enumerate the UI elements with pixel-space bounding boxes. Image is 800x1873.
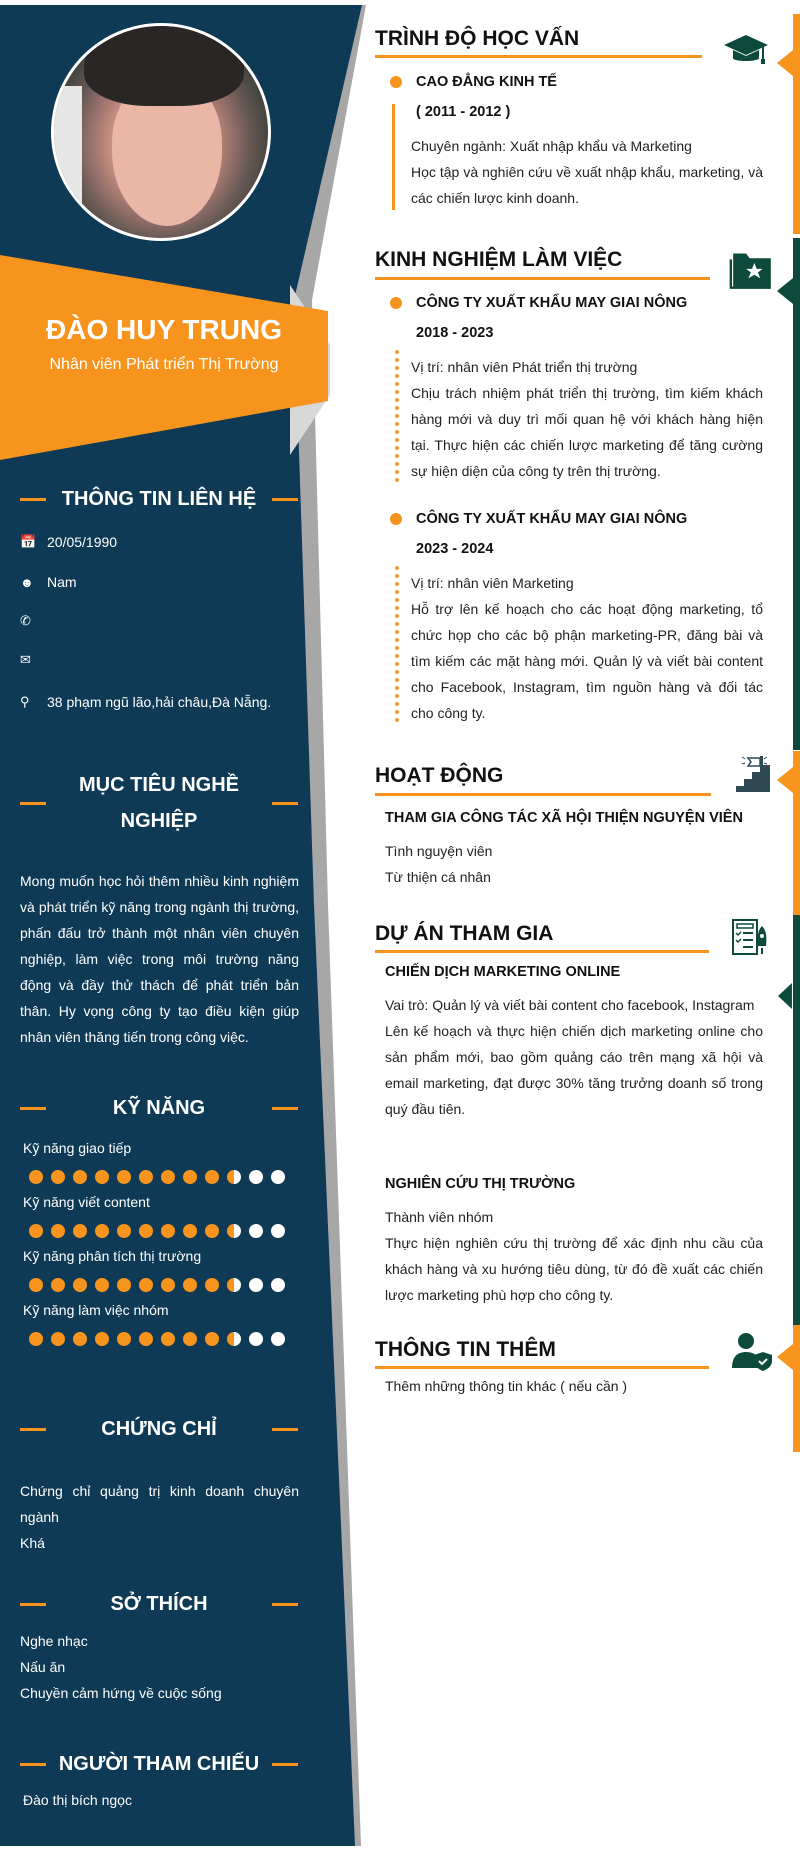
experience-heading: KINH NGHIỆM LÀM VIỆC: [375, 248, 623, 271]
skill-dot: [249, 1224, 263, 1238]
activities-heading: HOẠT ĐỘNG: [375, 764, 504, 787]
skill-dot: [73, 1332, 87, 1346]
skill-dot: [139, 1224, 153, 1238]
checklist-rocket-icon: [726, 918, 774, 958]
heading-dash: [20, 498, 46, 501]
heading-underline: [375, 55, 702, 58]
heading-dash: [20, 1428, 46, 1431]
heading-underline: [375, 1366, 709, 1369]
education-details: Chuyên ngành: Xuất nhập khẩu và Marketing Học tập và nghiên cứu về xuất nhập khẩu, marketing, và các chiến lược kinh doanh.: [411, 138, 763, 206]
education-period: ( 2011 - 2012 ): [416, 104, 511, 120]
job-details: Vị trí: nhân viên Phát triển thị trường Chịu trách nhiệm phát triển thị trường, tìm kiếm khách hàng mới và duy trì mối quan hệ với khách hàng hiện tại. Thực hiện các chiến lược marketing để tăng cường sự hiện diện của công ty trên thị trường.: [411, 359, 763, 479]
edge-bar-experience: [793, 238, 800, 750]
additional-heading: THÔNG TIN THÊM: [375, 1338, 556, 1361]
skills-heading: KỸ NĂNG: [20, 1090, 298, 1126]
edge-marker: [777, 767, 793, 793]
folder-star-icon: [728, 250, 776, 290]
skill-dot: [95, 1332, 109, 1346]
contact-gender: ☻ Nam: [20, 574, 77, 590]
edge-marker: [777, 278, 793, 304]
references-heading: NGƯỜI THAM CHIẾU: [20, 1746, 298, 1782]
edge-bar-additional: [793, 1325, 800, 1452]
skill-dot: [161, 1224, 175, 1238]
job-company: CÔNG TY XUẤT KHẨU MAY GIAI NÔNG: [416, 295, 688, 311]
timeline-dotted-line: [395, 348, 399, 484]
timeline-bullet: [390, 297, 402, 309]
skill-dot: [73, 1224, 87, 1238]
skill-dot: [227, 1278, 241, 1292]
certificate-text: Chứng chỉ quảng trị kinh doanh chuyên ngành Khá: [20, 1483, 299, 1551]
skill-dot: [205, 1278, 219, 1292]
skill-dot: [117, 1224, 131, 1238]
heading-underline: [375, 793, 711, 796]
user-icon: ☻: [20, 574, 34, 590]
skill-dot: [117, 1332, 131, 1346]
timeline-bullet: [390, 513, 402, 525]
heading-dash: [272, 1107, 298, 1110]
timeline-dotted-line: [395, 564, 399, 726]
contact-birthdate: 📅 20/05/1990: [20, 534, 118, 550]
job-period: 2023 - 2024: [416, 541, 494, 557]
heading-dash: [272, 1603, 298, 1606]
skill-dot: [29, 1224, 43, 1238]
skill-dot: [205, 1170, 219, 1184]
heading-dash: [20, 802, 46, 805]
skill-dot: [249, 1332, 263, 1346]
project-title: NGHIÊN CỨU THỊ TRƯỜNG: [385, 1176, 576, 1192]
skill-rating: [29, 1224, 285, 1238]
skill-dot: [271, 1332, 285, 1346]
skill-label: Kỹ năng giao tiếp: [23, 1140, 132, 1156]
skill-dot: [249, 1278, 263, 1292]
user-shield-icon: [728, 1332, 776, 1372]
contact-heading: THÔNG TIN LIÊN HỆ: [20, 481, 298, 517]
skill-dot: [161, 1278, 175, 1292]
contact-email: [20, 652, 47, 668]
skill-dot: [117, 1278, 131, 1292]
skill-dot: [183, 1278, 197, 1292]
heading-dash: [20, 1763, 46, 1766]
skill-dot: [29, 1278, 43, 1292]
edge-marker: [777, 1344, 793, 1370]
skill-dot: [271, 1170, 285, 1184]
reference-text: Đào thị bích ngọc: [23, 1792, 132, 1808]
skill-dot: [29, 1332, 43, 1346]
activity-list: [385, 838, 763, 890]
edge-bar-activities: [793, 751, 800, 915]
skill-dot: [73, 1170, 87, 1184]
heading-dash: [272, 1428, 298, 1431]
job-company: CÔNG TY XUẤT KHẨU MAY GIAI NÔNG: [416, 511, 688, 527]
contact-phone: [20, 613, 47, 629]
skill-dot: [183, 1332, 197, 1346]
skill-dot: [205, 1224, 219, 1238]
job-details: Vị trí: nhân viên Marketing Hỗ trợ lên kế hoạch cho các hoạt động marketing, tổ chức họp cho các bộ phận marketing-PR, đăng bài và tìm kiếm các mặt hàng mới. Quản lý và viết bài content cho Facebook, Instagram, tìm nguồn hàng và đối tác cho công ty.: [411, 575, 763, 721]
edge-marker: [777, 983, 793, 1009]
skill-dot: [95, 1224, 109, 1238]
skill-dot: [161, 1332, 175, 1346]
skill-dot: [183, 1224, 197, 1238]
education-heading: TRÌNH ĐỘ HỌC VẤN: [375, 27, 580, 50]
skill-dot: [51, 1170, 65, 1184]
avatar: [51, 23, 271, 241]
heading-dash: [20, 1107, 46, 1110]
heading-underline: [375, 277, 710, 280]
heading-dash: [20, 1603, 46, 1606]
activity-title: THAM GIA CÔNG TÁC XÃ HỘI THIỆN NGUYỆN VIÊN: [385, 810, 743, 826]
skill-dot: [51, 1224, 65, 1238]
skill-label: Kỹ năng viết content: [23, 1194, 150, 1210]
hobby-item: Nghe nhạc: [20, 1633, 88, 1649]
education-school: CAO ĐẲNG KINH TẾ: [416, 74, 557, 90]
additional-text: Thêm những thông tin khác ( nếu cần ): [385, 1378, 628, 1394]
edge-bar-projects: [793, 915, 800, 1325]
skill-dot: [51, 1332, 65, 1346]
hobby-item: Chuyền cảm hứng về cuộc sống: [20, 1685, 222, 1701]
objective-text: Mong muốn học hỏi thêm nhiều kinh nghiệm và phát triển kỹ năng trong ngành thị trường, phấn đấu trở thành một nhân viên chuyên nghiệp, làm việc trong môi trường năng động và đầy thử thách để phát triển bản thân. Hy vọng công ty tạo điều kiện giúp nhân viên thăng tiến trong công việc.: [20, 873, 299, 1045]
skill-dot: [271, 1224, 285, 1238]
project-details: Thành viên nhóm Thực hiện nghiên cứu thị trường để xác định nhu cầu của khách hàng và xu hướng tiêu dùng, từ đó đề xuất các chiến lược marketing phù hợp cho công ty.: [385, 1209, 763, 1303]
skill-dot: [227, 1224, 241, 1238]
skill-dot: [95, 1278, 109, 1292]
skill-dot: [95, 1170, 109, 1184]
graduation-cap-icon: [722, 30, 770, 70]
project-title: CHIẾN DỊCH MARKETING ONLINE: [385, 964, 621, 980]
certificates-heading: CHỨNG CHỈ: [20, 1411, 298, 1447]
location-icon: ⚲: [20, 694, 30, 709]
timeline-line: [392, 104, 395, 210]
skill-dot: [73, 1278, 87, 1292]
candidate-job-title: Nhân viên Phát triển Thị Trường: [49, 356, 279, 373]
skill-label: Kỹ năng phân tích thị trường: [23, 1248, 202, 1264]
skill-dot: [29, 1170, 43, 1184]
heading-dash: [272, 1763, 298, 1766]
heading-dash: [272, 498, 298, 501]
activity-item: Từ thiện cá nhân: [385, 869, 491, 885]
hobbies-heading: SỞ THÍCH: [20, 1586, 298, 1622]
projects-heading: DỰ ÁN THAM GIA: [375, 922, 554, 945]
job-period: 2018 - 2023: [416, 325, 494, 341]
skill-dot: [227, 1332, 241, 1346]
skill-rating: [29, 1332, 285, 1346]
email-icon: ✉: [20, 652, 31, 667]
calendar-icon: 📅: [20, 534, 37, 549]
skill-rating: [29, 1170, 285, 1184]
contact-address: ⚲ 38 phạm ngũ lão,hải châu,Đà Nẵng.: [20, 694, 272, 710]
skill-dot: [161, 1170, 175, 1184]
edge-marker: [777, 50, 793, 76]
stairs-flag-icon: [730, 754, 778, 794]
project-details: Vai trò: Quản lý và viết bài content cho facebook, Instagram Lên kế hoạch và thực hiện chiến dịch marketing online cho sản phẩm mới, bao gồm quảng cáo trên mạng xã hội và email marketing, đạt được 30% tăng trưởng doanh số trong quý đầu tiên.: [385, 997, 763, 1117]
candidate-name: ĐÀO HUY TRUNG: [46, 314, 282, 345]
phone-icon: ✆: [20, 613, 31, 628]
skill-dot: [51, 1278, 65, 1292]
edge-bar-education: [793, 14, 800, 234]
hobbies-list: [20, 1628, 299, 1706]
skill-dot: [227, 1170, 241, 1184]
skill-dot: [139, 1332, 153, 1346]
objective-heading: MỤC TIÊU NGHỀ NGHIỆP: [20, 767, 298, 839]
heading-underline: [375, 950, 709, 953]
skill-dot: [249, 1170, 263, 1184]
skill-dot: [205, 1332, 219, 1346]
skill-dot: [117, 1170, 131, 1184]
hobby-item: Nấu ăn: [20, 1659, 66, 1675]
skill-dot: [139, 1170, 153, 1184]
skill-dot: [183, 1170, 197, 1184]
activity-item: Tình nguyện viên: [385, 843, 493, 859]
timeline-bullet: [390, 76, 402, 88]
heading-dash: [272, 802, 298, 805]
skill-rating: [29, 1278, 285, 1292]
skill-label: Kỹ năng làm việc nhóm: [23, 1302, 169, 1318]
skill-dot: [139, 1278, 153, 1292]
skill-dot: [271, 1278, 285, 1292]
